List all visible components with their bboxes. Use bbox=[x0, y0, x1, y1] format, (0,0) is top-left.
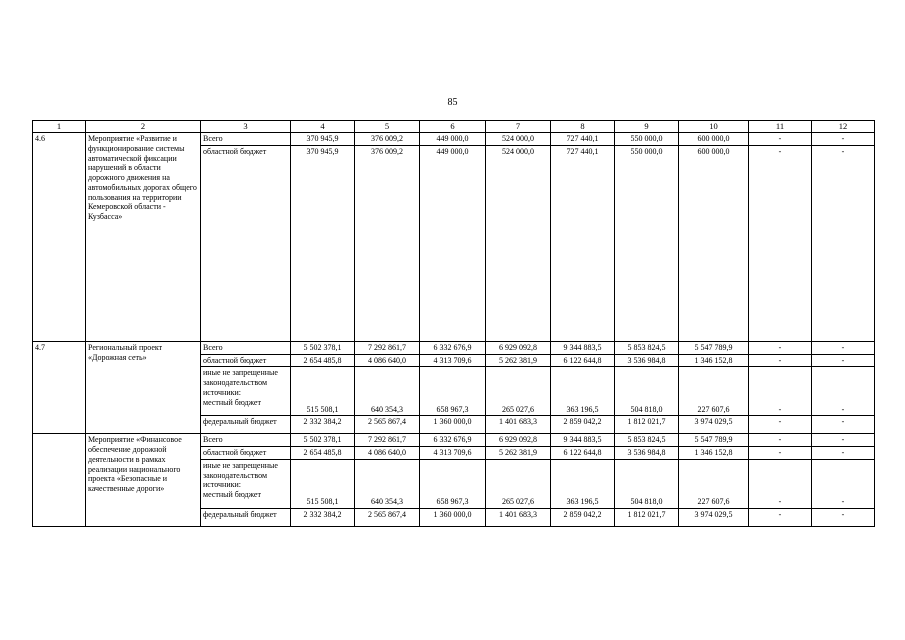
budget-table bbox=[32, 120, 875, 527]
source-label: Всего bbox=[203, 134, 223, 143]
value-cell: 727 440,1 bbox=[551, 133, 615, 146]
value-cell: 265 027,6 bbox=[486, 367, 551, 416]
value-cell: 5 502 378,1 bbox=[291, 341, 355, 354]
value-cell: 5 262 381,9 bbox=[486, 354, 551, 367]
value-cell: 6 332 676,9 bbox=[420, 341, 486, 354]
page-number: 85 bbox=[447, 97, 458, 108]
value-cell: 6 332 676,9 bbox=[420, 434, 486, 447]
item-title: Мероприятие «Развитие и функционирование системы автоматической фиксации нарушений в области дорожного движения на автомобильных дорогах общего пользования на территории Кемеровской области - Кузбасса» bbox=[86, 133, 201, 342]
value-cell: 2 859 042,2 bbox=[551, 416, 615, 434]
value-cell: 3 536 984,8 bbox=[615, 354, 679, 367]
value-cell: 4 086 640,0 bbox=[355, 447, 420, 460]
value-cell: 1 401 683,3 bbox=[486, 508, 551, 526]
value-cell: 363 196,5 bbox=[551, 459, 615, 508]
value-cell: 504 818,0 bbox=[615, 459, 679, 508]
value-cell: - bbox=[812, 133, 875, 146]
source-cell bbox=[201, 341, 291, 354]
value-cell: 2 332 384,2 bbox=[291, 416, 355, 434]
value-cell: 640 354,3 bbox=[355, 459, 420, 508]
value-cell: 5 502 378,1 bbox=[291, 434, 355, 447]
source-label: федеральный бюджет bbox=[203, 509, 277, 519]
value-cell: 376 009,2 bbox=[355, 133, 420, 146]
value-cell: 376 009,2 bbox=[355, 145, 420, 341]
value-cell: 727 440,1 bbox=[551, 145, 615, 341]
source-cell bbox=[201, 459, 291, 508]
value-cell: 515 508,1 bbox=[291, 459, 355, 508]
value-cell: - bbox=[749, 354, 812, 367]
source-label: областной бюджет bbox=[203, 146, 267, 156]
source-label: иные не запрещенные законодательством источники: bbox=[203, 368, 278, 397]
header-row bbox=[33, 121, 875, 133]
value-cell: 1 346 152,8 bbox=[679, 447, 749, 460]
source-cell bbox=[201, 508, 291, 526]
source-sub-label: местный бюджет bbox=[203, 490, 261, 499]
value-cell: 4 313 709,6 bbox=[420, 447, 486, 460]
value-cell: 3 974 029,5 bbox=[679, 508, 749, 526]
value-cell: 7 292 861,7 bbox=[355, 434, 420, 447]
header-cell: 5 bbox=[355, 121, 420, 133]
header-cell: 11 bbox=[749, 121, 812, 133]
header-cell: 12 bbox=[812, 121, 875, 133]
source-label: областной бюджет bbox=[203, 355, 267, 365]
value-cell: - bbox=[812, 434, 875, 447]
value-cell: 2 565 867,4 bbox=[355, 416, 420, 434]
value-cell: 2 654 485,8 bbox=[291, 447, 355, 460]
value-cell: - bbox=[749, 341, 812, 354]
source-cell bbox=[201, 434, 291, 447]
value-cell: 1 401 683,3 bbox=[486, 416, 551, 434]
item-title: Региональный проект «Дорожная сеть» bbox=[86, 341, 201, 434]
value-cell: 370 945,9 bbox=[291, 133, 355, 146]
value-cell: 4 086 640,0 bbox=[355, 354, 420, 367]
source-label: Всего bbox=[203, 342, 223, 352]
table-row bbox=[33, 133, 875, 146]
value-cell: - bbox=[749, 367, 812, 416]
value-cell: 227 607,6 bbox=[679, 459, 749, 508]
source-label: федеральный бюджет bbox=[203, 417, 277, 427]
value-cell: 6 122 644,8 bbox=[551, 447, 615, 460]
value-cell: 5 547 789,9 bbox=[679, 434, 749, 447]
value-cell: 6 929 092,8 bbox=[486, 434, 551, 447]
item-code bbox=[33, 434, 86, 527]
value-cell: 363 196,5 bbox=[551, 367, 615, 416]
header-cell: 8 bbox=[551, 121, 615, 133]
value-cell: - bbox=[812, 447, 875, 460]
value-cell: 2 565 867,4 bbox=[355, 508, 420, 526]
header-cell: 7 bbox=[486, 121, 551, 133]
source-label: иные не запрещенные законодательством источники: bbox=[203, 460, 278, 490]
value-cell: - bbox=[812, 367, 875, 416]
value-cell: 449 000,0 bbox=[420, 133, 486, 146]
value-cell: 550 000,0 bbox=[615, 145, 679, 341]
value-cell: 265 027,6 bbox=[486, 459, 551, 508]
value-cell: 5 262 381,9 bbox=[486, 447, 551, 460]
value-cell: 6 122 644,8 bbox=[551, 354, 615, 367]
value-cell: 658 967,3 bbox=[420, 367, 486, 416]
source-cell bbox=[201, 367, 291, 416]
source-cell bbox=[201, 133, 291, 146]
value-cell: 370 945,9 bbox=[291, 145, 355, 341]
value-cell: 600 000,0 bbox=[679, 133, 749, 146]
value-cell: 4 313 709,6 bbox=[420, 354, 486, 367]
value-cell: - bbox=[812, 416, 875, 434]
value-cell: 7 292 861,7 bbox=[355, 341, 420, 354]
value-cell: 600 000,0 bbox=[679, 145, 749, 341]
value-cell: - bbox=[749, 508, 812, 526]
value-cell: 1 360 000,0 bbox=[420, 416, 486, 434]
value-cell: 3 536 984,8 bbox=[615, 447, 679, 460]
value-cell: - bbox=[812, 508, 875, 526]
source-cell bbox=[201, 447, 291, 460]
header-cell: 1 bbox=[33, 121, 86, 133]
value-cell: - bbox=[812, 145, 875, 341]
source-sub-label: местный бюджет bbox=[203, 397, 261, 407]
value-cell: 2 654 485,8 bbox=[291, 354, 355, 367]
value-cell: - bbox=[749, 133, 812, 146]
value-cell: - bbox=[812, 459, 875, 508]
source-label: Всего bbox=[203, 435, 223, 445]
value-cell: 2 859 042,2 bbox=[551, 508, 615, 526]
value-cell: - bbox=[749, 447, 812, 460]
source-cell bbox=[201, 145, 291, 341]
item-title: Мероприятие «Финансовое обеспечение дорожной деятельности в рамках реализации национального проекта «Безопасные и качественные дороги» bbox=[86, 434, 201, 527]
value-cell: 3 974 029,5 bbox=[679, 416, 749, 434]
value-cell: 9 344 883,5 bbox=[551, 341, 615, 354]
header-cell: 4 bbox=[291, 121, 355, 133]
value-cell: - bbox=[749, 434, 812, 447]
value-cell: 2 332 384,2 bbox=[291, 508, 355, 526]
value-cell: 658 967,3 bbox=[420, 459, 486, 508]
header-cell: 2 bbox=[86, 121, 201, 133]
value-cell: 515 508,1 bbox=[291, 367, 355, 416]
value-cell: - bbox=[749, 145, 812, 341]
value-cell: 550 000,0 bbox=[615, 133, 679, 146]
value-cell: 5 853 824,5 bbox=[615, 341, 679, 354]
value-cell: 1 812 021,7 bbox=[615, 416, 679, 434]
value-cell: 524 000,0 bbox=[486, 133, 551, 146]
value-cell: - bbox=[749, 416, 812, 434]
value-cell: 9 344 883,5 bbox=[551, 434, 615, 447]
header-cell: 10 bbox=[679, 121, 749, 133]
item-code: 4.7 bbox=[33, 341, 86, 434]
value-cell: 640 354,3 bbox=[355, 367, 420, 416]
value-cell: - bbox=[812, 354, 875, 367]
value-cell: 1 360 000,0 bbox=[420, 508, 486, 526]
header-cell: 3 bbox=[201, 121, 291, 133]
value-cell: 1 346 152,8 bbox=[679, 354, 749, 367]
source-cell bbox=[201, 416, 291, 434]
value-cell: 227 607,6 bbox=[679, 367, 749, 416]
table-row bbox=[33, 341, 875, 354]
source-label: областной бюджет bbox=[203, 448, 267, 457]
value-cell: 524 000,0 bbox=[486, 145, 551, 341]
value-cell: 5 853 824,5 bbox=[615, 434, 679, 447]
value-cell: - bbox=[812, 341, 875, 354]
table-body bbox=[33, 121, 875, 527]
value-cell: 449 000,0 bbox=[420, 145, 486, 341]
table-row bbox=[33, 434, 875, 447]
header-cell: 6 bbox=[420, 121, 486, 133]
value-cell: - bbox=[749, 459, 812, 508]
item-code: 4.6 bbox=[33, 133, 86, 342]
header-cell: 9 bbox=[615, 121, 679, 133]
value-cell: 5 547 789,9 bbox=[679, 341, 749, 354]
source-cell bbox=[201, 354, 291, 367]
value-cell: 6 929 092,8 bbox=[486, 341, 551, 354]
value-cell: 504 818,0 bbox=[615, 367, 679, 416]
value-cell: 1 812 021,7 bbox=[615, 508, 679, 526]
